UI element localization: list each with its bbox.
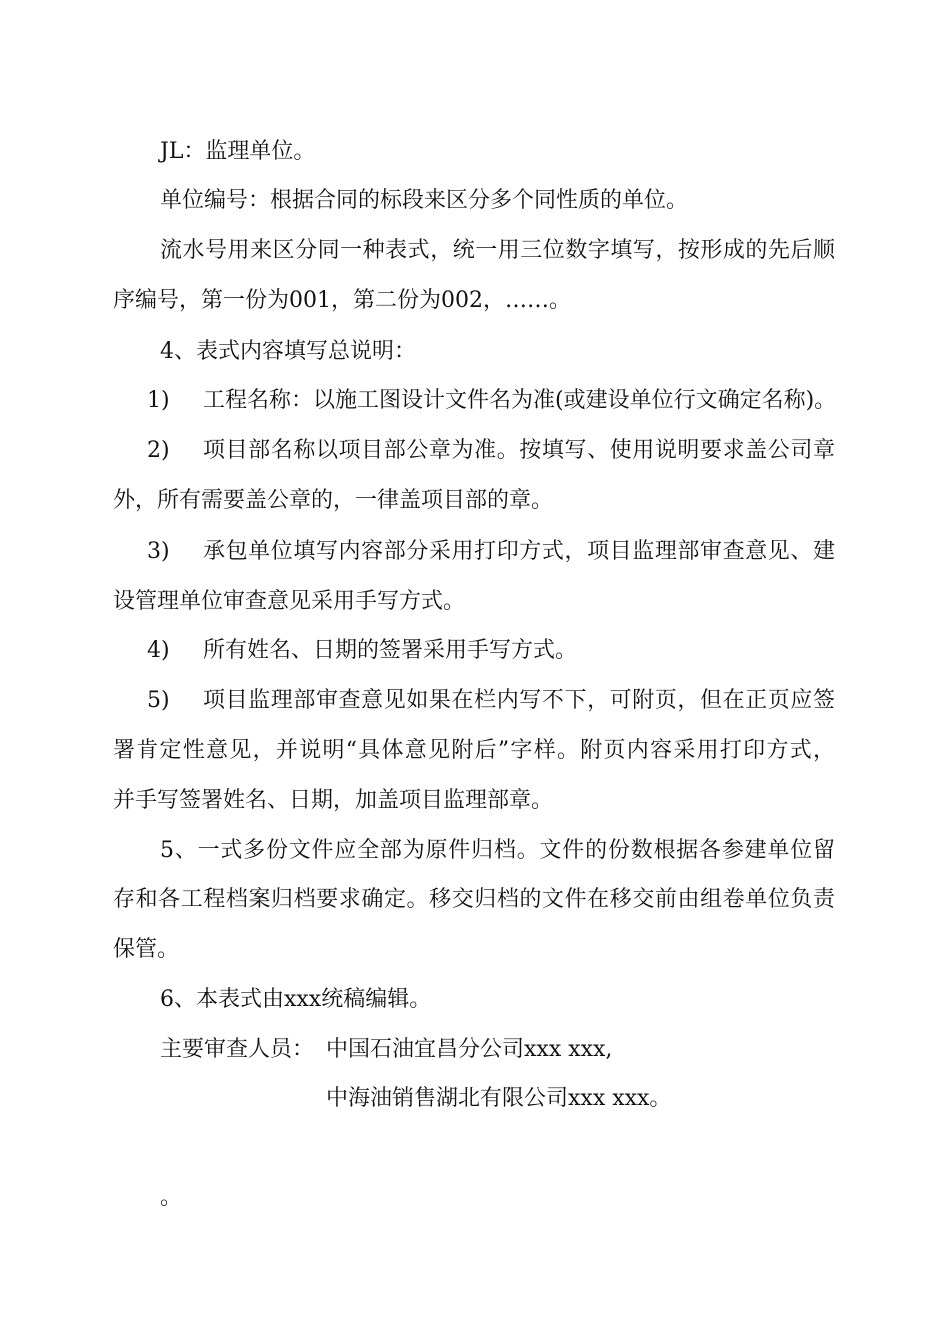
section-5-line-1: 5、一式多份文件应全部为原件归档。文件的份数根据各参建单位留 (160, 838, 835, 863)
item-1-line-1: 工程名称：以施工图设计文件名为准(或建设单位行文确定名称)。 (203, 388, 837, 413)
item-3-number: 3) (147, 539, 170, 564)
item-2-number: 2) (147, 438, 170, 463)
item-2-line-2: 外，所有需要盖公章的，一律盖项目部的章。 (113, 488, 554, 513)
section-5-line-2: 存和各工程档案归档要求确定。移交归档的文件在移交前由组卷单位负责 (113, 887, 835, 912)
reviewer-1: 中国石油宜昌分公司xxx xxx, (326, 1037, 613, 1062)
item-3-line-2: 设管理单位审查意见采用手写方式。 (113, 589, 466, 614)
item-5-line-3: 并手写签署姓名、日期，加盖项目监理部章。 (113, 788, 554, 813)
item-4-number: 4) (147, 638, 170, 663)
item-5-number: 5) (147, 688, 170, 713)
item-3-line-1: 承包单位填写内容部分采用打印方式，项目监理部审查意见、建 (203, 539, 835, 564)
unit-number-definition: 单位编号：根据合同的标段来区分多个同性质的单位。 (160, 188, 689, 213)
section-4-title: 4、表式内容填写总说明： (160, 339, 416, 364)
section-5-line-3: 保管。 (113, 937, 180, 962)
serial-number-line-2: 序编号，第一份为001，第二份为002，……。 (113, 288, 571, 313)
item-5-line-1: 项目监理部审查意见如果在栏内写不下，可附页，但在正页应签 (203, 688, 835, 713)
reviewer-2: 中海油销售湖北有限公司xxx xxx。 (326, 1086, 672, 1111)
item-1-number: 1) (147, 388, 170, 413)
item-4-line-1: 所有姓名、日期的签署采用手写方式。 (203, 638, 578, 663)
jl-definition: JL：监理单位。 (160, 139, 316, 164)
trailing-period: 。 (160, 1185, 183, 1210)
item-2-line-1: 项目部名称以项目部公章为准。按填写、使用说明要求盖公司章 (203, 438, 835, 463)
section-6: 6、本表式由xxx统稿编辑。 (160, 987, 432, 1012)
serial-number-line-1: 流水号用来区分同一种表式，统一用三位数字填写，按形成的先后顺 (160, 238, 835, 263)
reviewers-label: 主要审查人员： (160, 1037, 315, 1062)
item-5-line-2: 署肯定性意见，并说明“具体意见附后”字样。附页内容采用打印方式， (113, 738, 835, 763)
